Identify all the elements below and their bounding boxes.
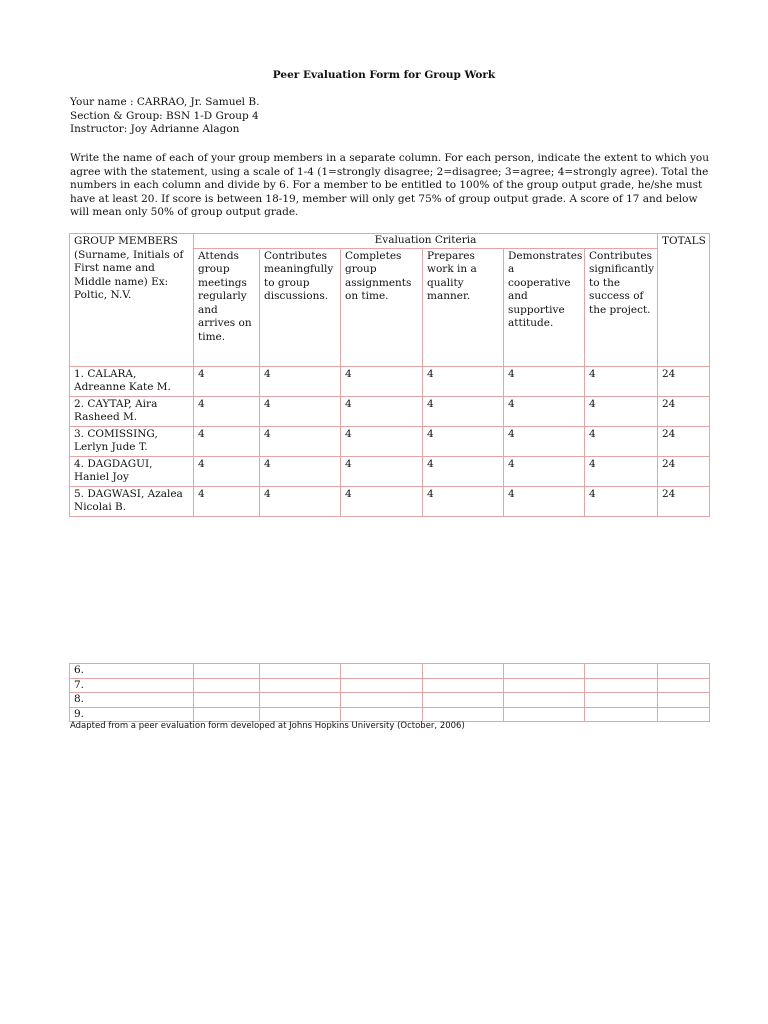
criterion-header: Contributes significantly to the success of the project. — [585, 248, 658, 366]
student-name: Your name : CARRAO, Jr. Samuel B. — [70, 96, 260, 108]
empty-cell — [194, 678, 260, 693]
criterion-header: Attends group meetings regularly and arrives on time. — [194, 248, 260, 366]
empty-cell — [341, 693, 423, 708]
instructions-paragraph: Write the name of each of your group members in a separate column. For each person, indicate the extent to which you agree with the statement, using a scale of 1-4 (1=strongly disagree; 2=disagree; 3=agree; 4=strongly agree). Total the numbers in each column and divide by 6. For a member to be entitled to 100% of the group output grade, he/she must have at least 20. If score is between 18-19, member will only get 75% of group output grade. A score of 17 and below will mean only 50% of group output grade. — [70, 152, 710, 218]
blank-rows-table — [69, 663, 710, 722]
score-cell: 4 — [423, 366, 504, 396]
empty-cell — [585, 693, 658, 708]
empty-cell — [341, 664, 423, 679]
score-cell: 4 — [504, 456, 585, 486]
score-cell: 4 — [585, 396, 658, 426]
table-row — [70, 396, 710, 426]
table-row — [70, 456, 710, 486]
empty-cell — [504, 693, 585, 708]
score-cell: 4 — [585, 366, 658, 396]
score-cell: 4 — [194, 486, 260, 516]
total-cell: 24 — [658, 456, 710, 486]
score-cell: 4 — [341, 366, 423, 396]
evaluation-table — [69, 233, 710, 517]
section-group: Section & Group: BSN 1-D Group 4 — [70, 109, 259, 122]
score-cell: 4 — [260, 426, 341, 456]
score-cell: 4 — [194, 426, 260, 456]
score-cell: 4 — [504, 426, 585, 456]
score-cell: 4 — [585, 486, 658, 516]
empty-cell — [585, 678, 658, 693]
row-number: 7. — [70, 678, 194, 693]
table-row — [70, 678, 710, 693]
criterion-header: Contributes meaningfully to group discussions. — [260, 248, 341, 366]
total-cell: 24 — [658, 396, 710, 426]
row-number: 8. — [70, 693, 194, 708]
score-cell: 4 — [194, 396, 260, 426]
score-cell: 4 — [194, 366, 260, 396]
empty-cell — [658, 693, 710, 708]
score-cell: 4 — [423, 456, 504, 486]
empty-cell — [504, 678, 585, 693]
table-row — [70, 486, 710, 516]
source-footnote: Adapted from a peer evaluation form developed at Johns Hopkins University (October, 2006) — [70, 721, 465, 731]
member-name: 4. DAGDAGUI, Haniel Joy — [70, 456, 194, 486]
table-row — [70, 366, 710, 396]
empty-cell — [194, 693, 260, 708]
criterion-header: Completes group assignments on time. — [341, 248, 423, 366]
empty-cell — [658, 664, 710, 679]
empty-cell — [585, 707, 658, 722]
score-cell: 4 — [423, 486, 504, 516]
student-info — [70, 96, 259, 137]
score-cell: 4 — [504, 486, 585, 516]
form-title: Peer Evaluation Form for Group Work — [272, 69, 496, 81]
row-number: 9. — [70, 707, 194, 722]
total-cell: 24 — [658, 426, 710, 456]
criteria-header: Evaluation Criteria — [194, 234, 658, 249]
score-cell: 4 — [504, 396, 585, 426]
row-number: 6. — [70, 664, 194, 679]
score-cell: 4 — [585, 456, 658, 486]
empty-cell — [260, 693, 341, 708]
score-cell: 4 — [341, 486, 423, 516]
member-name: 1. CALARA, Adreanne Kate M. — [70, 366, 194, 396]
empty-cell — [504, 664, 585, 679]
empty-cell — [585, 664, 658, 679]
members-header: GROUP MEMBERS (Surname, Initials of First name and Middle name) Ex: Poltic, N.V. — [70, 234, 194, 367]
table-row — [70, 426, 710, 456]
total-cell: 24 — [658, 486, 710, 516]
table-row — [70, 693, 710, 708]
score-cell: 4 — [260, 456, 341, 486]
score-cell: 4 — [194, 456, 260, 486]
score-cell: 4 — [341, 456, 423, 486]
instructor: Instructor: Joy Adrianne Alagon — [70, 123, 240, 135]
table-row — [70, 664, 710, 679]
empty-cell — [504, 707, 585, 722]
empty-cell — [194, 664, 260, 679]
criterion-header: Demonstrates a cooperative and supportive attitude. — [504, 248, 585, 366]
criterion-header: Prepares work in a quality manner. — [423, 248, 504, 366]
empty-cell — [658, 678, 710, 693]
empty-cell — [423, 678, 504, 693]
score-cell: 4 — [341, 426, 423, 456]
empty-cell — [658, 707, 710, 722]
empty-cell — [423, 664, 504, 679]
score-cell: 4 — [341, 396, 423, 426]
score-cell: 4 — [260, 486, 341, 516]
score-cell: 4 — [260, 366, 341, 396]
score-cell: 4 — [423, 426, 504, 456]
empty-cell — [260, 664, 341, 679]
totals-header: TOTALS — [658, 234, 710, 367]
member-name: 5. DAGWASI, Azalea Nicolai B. — [70, 486, 194, 516]
score-cell: 4 — [260, 396, 341, 426]
member-name: 3. COMISSING, Lerlyn Jude T. — [70, 426, 194, 456]
empty-cell — [260, 678, 341, 693]
total-cell: 24 — [658, 366, 710, 396]
score-cell: 4 — [423, 396, 504, 426]
score-cell: 4 — [504, 366, 585, 396]
empty-cell — [341, 678, 423, 693]
empty-cell — [423, 693, 504, 708]
member-name: 2. CAYTAP, Aira Rasheed M. — [70, 396, 194, 426]
score-cell: 4 — [585, 426, 658, 456]
